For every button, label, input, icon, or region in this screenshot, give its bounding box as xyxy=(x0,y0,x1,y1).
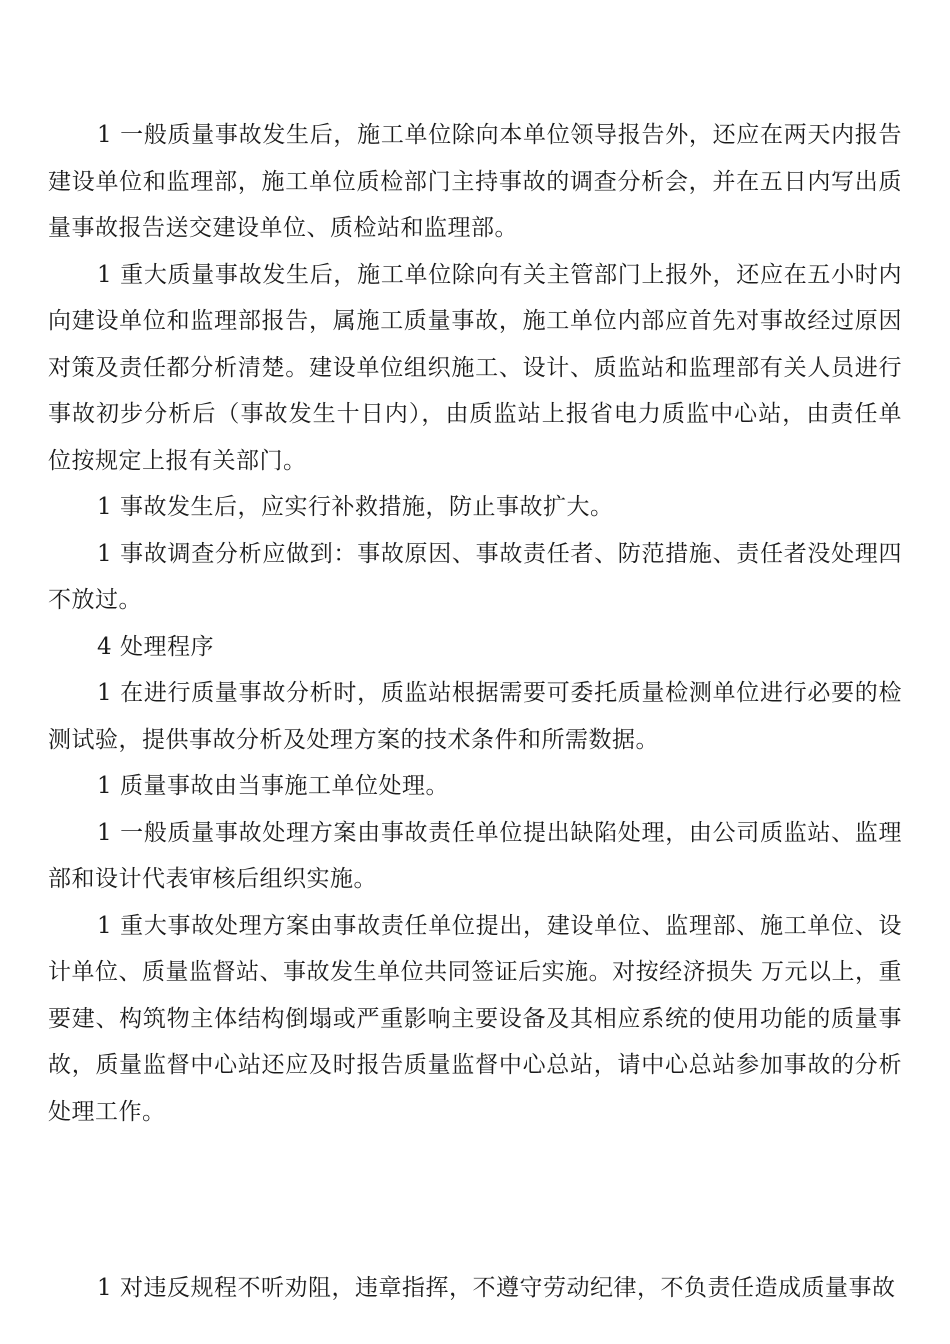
paragraph: 1 事故调查分析应做到：事故原因、事故责任者、防范措施、责任者没处理四不放过。 xyxy=(48,540,902,613)
paragraph: 1 在进行质量事故分析时，质监站根据需要可委托质量检测单位进行必要的检测试验，提供事故分析及处理方案的技术条件和所需数据。 xyxy=(48,680,902,753)
document-page xyxy=(48,112,902,1312)
paragraph: 1 重大质量事故发生后，施工单位除向有关主管部门上报外，还应在五小时内向建设单位和监理部报告，属施工质量事故，施工单位内部应首先对事故经过原因对策及责任都分析清楚。建设单位组织施工、设计、质监站和监理部有关人员进行事故初步分析后（事故发生十日内），由质监站上报省电力质监中心站，由责任单位按规定上报有关部门。 xyxy=(48,261,902,474)
paragraph: 1 一般质量事故处理方案由事故责任单位提出缺陷处理，由公司质监站、监理部和设计代表审核后组织实施。 xyxy=(48,819,902,892)
paragraph: 1 对违反规程不听劝阻，违章指挥，不遵守劳动纪律，不负责任造成质量事故 xyxy=(97,1275,896,1301)
paragraph: 1 一般质量事故发生后，施工单位除向本单位领导报告外，还应在两天内报告建设单位和监理部，施工单位质检部门主持事故的调查分析会，并在五日内写出质量事故报告送交建设单位、质检站和监理部。 xyxy=(48,122,902,241)
blank-space xyxy=(48,1135,902,1265)
paragraph: 1 事故发生后，应实行补救措施，防止事故扩大。 xyxy=(97,494,614,520)
section-heading: 4 处理程序 xyxy=(97,633,214,660)
paragraph: 1 重大事故处理方案由事故责任单位提出，建设单位、监理部、施工单位、设计单位、质量监督站、事故发生单位共同签证后实施。对按经济损失 万元以上，重要建、构筑物主体结构倒塌或严重影响主要设备及其相应系统的使用功能的质量事故，质量监督中心站还应及时报告质量监督中心总站，请中心总站参加事故的分析处理工作。 xyxy=(48,912,902,1125)
paragraph: 1 质量事故由当事施工单位处理。 xyxy=(97,773,449,799)
